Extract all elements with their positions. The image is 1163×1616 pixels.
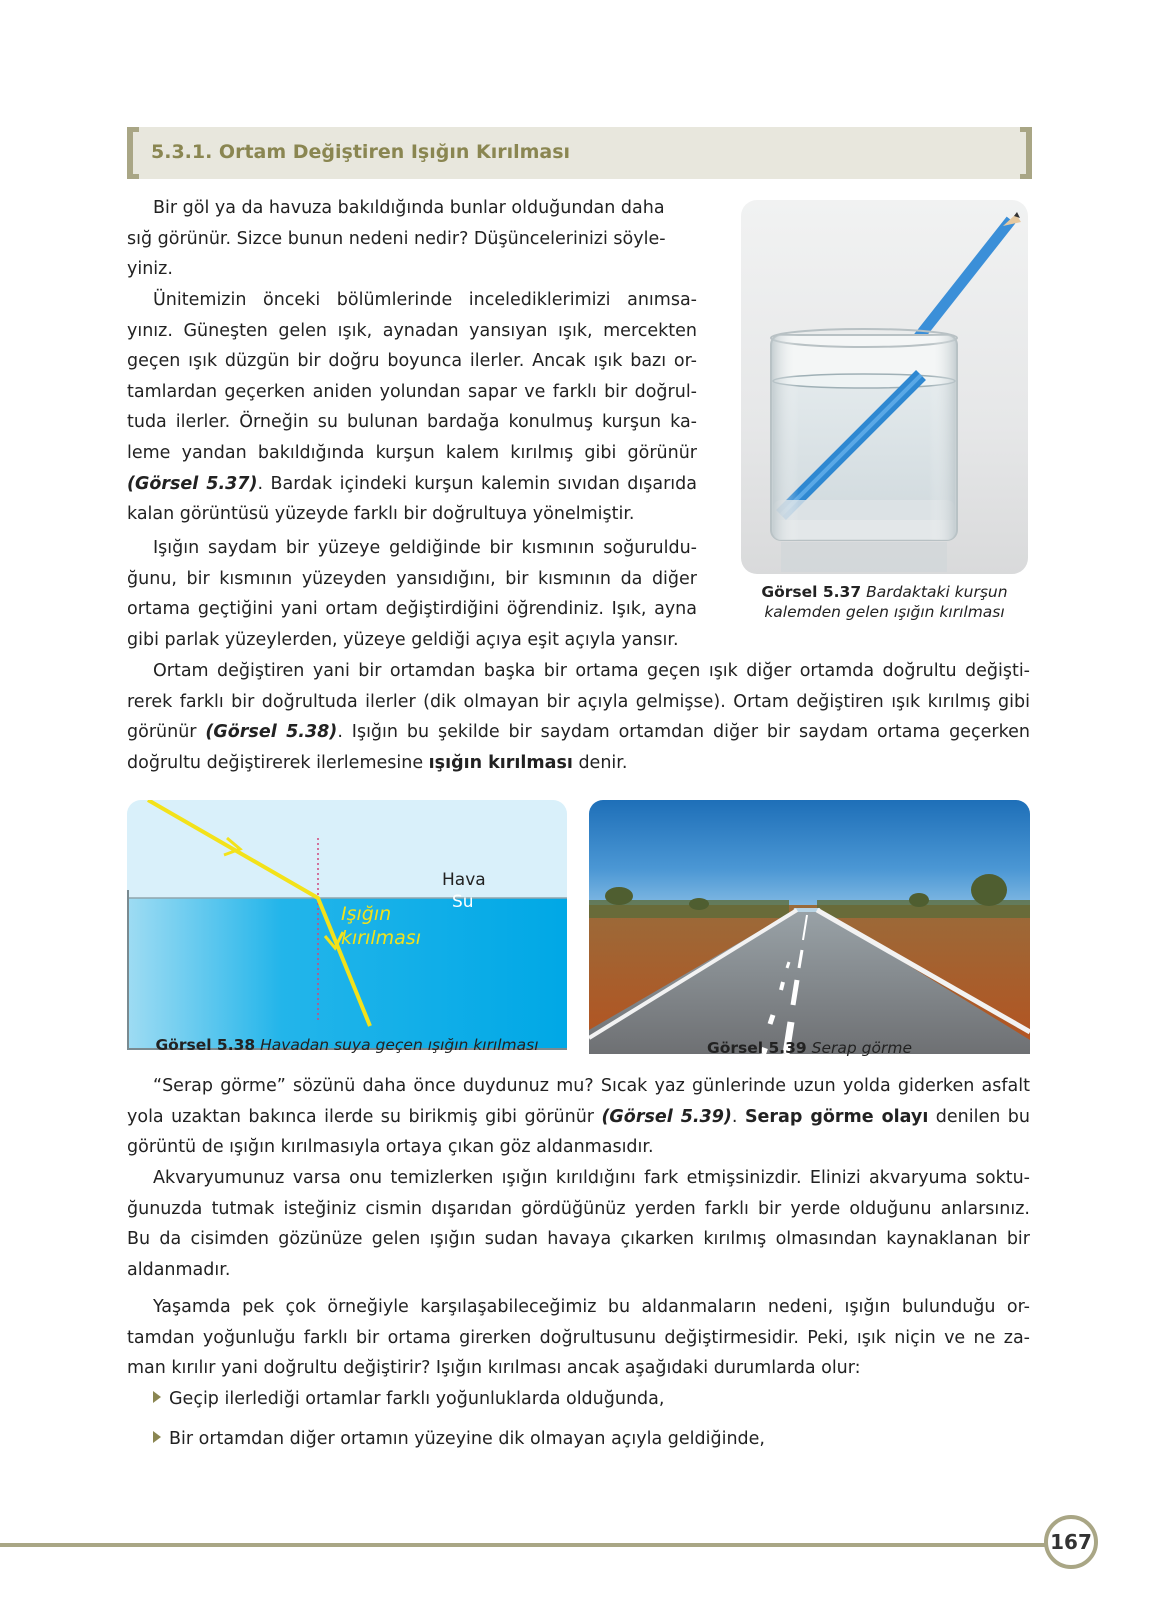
figure-538-caption <box>127 1035 567 1055</box>
refraction-label <box>341 902 421 950</box>
caption-text: Bardaktaki kurşun <box>866 583 1008 601</box>
text-line: rerek farklı bir doğrultuda ilerler (dik olmayan bir açıyla gelmişse). Ortam değiştiren ışık kırılmış gibi <box>127 691 1030 712</box>
text-line: gibi parlak yüzeylerden, yüzeye geldiği açıya eşit açıyla yansır. <box>127 629 679 650</box>
paragraph-straight-light <box>127 285 697 530</box>
page-number: 167 <box>1050 1530 1092 1554</box>
header-bracket-right <box>1020 127 1032 179</box>
figure-537-caption <box>741 582 1028 622</box>
text-line: sığ görünür. Sizce bunun nedeni nedir? Düşüncelerinizi söyle- <box>127 228 666 249</box>
section-title: 5.3.1. Ortam Değiştiren Işığın Kırılması <box>151 141 571 163</box>
paragraph-causes <box>127 1292 1030 1384</box>
caption-text: Havadan suya geçen ışığın kırılması <box>260 1036 539 1054</box>
text-line: leme yandan bakıldığında kurşun kalem kırılmış gibi görünür <box>127 442 697 463</box>
text-line: doğrultu değiştirerek ilerlemesine <box>127 752 429 773</box>
bullet-text: Geçip ilerlediği ortamlar farklı yoğunluklarda olduğunda, <box>169 1389 665 1409</box>
text-line: denir. <box>572 752 628 773</box>
mirage-road-photo <box>589 800 1030 1054</box>
text-line: görüntü de ışığın kırılmasıyla ortaya çıkan göz aldanmasıdır. <box>127 1137 654 1158</box>
figure-label: Görsel 5.39 <box>707 1039 807 1057</box>
paragraph-refraction-definition <box>127 656 1030 778</box>
text-line: ğunuzda tutmak isteğiniz cismin dışarıdan gördüğünüz yerden farklı bir yerde olduğunu anlarsınız. <box>127 1198 1030 1219</box>
text-line: geçen ışık düzgün bir doğru boyunca ilerler. Ancak ışık bazı or- <box>127 351 697 372</box>
figure-reference: (Görsel 5.37) <box>127 473 258 494</box>
footer-rule <box>0 1543 1050 1547</box>
text-line: yiniz. <box>127 259 173 280</box>
refraction-diagram <box>127 800 567 1050</box>
paragraph-mirage <box>127 1071 1030 1163</box>
glass-pencil-illustration <box>741 200 1028 574</box>
text-line: yola uzaktan bakınca ilerde su birikmiş gibi görünür <box>127 1106 602 1127</box>
text-line: Bir göl ya da havuza bakıldığında bunlar olduğundan daha <box>153 198 665 218</box>
page-number-badge <box>1044 1515 1098 1569</box>
text-line: Akvaryumunuz varsa onu temizlerken ışığın kırıldığını fark etmişsinizdir. Elinizi akvaryuma soktu- <box>153 1168 1030 1188</box>
text-line: man kırılır yani doğrultu değiştirir? Işığın kırılması ancak aşağıdaki durumlarda olur: <box>127 1358 861 1379</box>
text-line: tuda ilerler. Örneğin su bulunan bardağa konulmuş kurşun ka- <box>127 412 697 433</box>
triangle-bullet-icon <box>153 1391 161 1403</box>
header-bracket-left <box>127 127 139 179</box>
glass-pencil-photo <box>741 200 1028 574</box>
figure-reference: (Görsel 5.38) <box>205 722 338 743</box>
text-line: . Bardak içindeki kurşun kalemin sıvıdan dışarıda <box>257 473 697 494</box>
text-line: ğunu, bir kısmının yüzeyden yansıdığını, bir kısmının da diğer <box>127 568 697 589</box>
triangle-bullet-icon <box>153 1431 161 1443</box>
key-term: ışığın kırılması <box>428 752 573 773</box>
text-line: tamdan yoğunluğu farklı bir ortama girerken doğrultusunu değiştirmesidir. Peki, ışık niçin ve ne za- <box>127 1327 1030 1348</box>
text-line: Bu da cisimden gözünüze gelen ışığın sudan havaya çıkarken kırılmış olmasından kaynaklanan bir <box>127 1229 1030 1250</box>
bullet-item <box>153 1424 765 1454</box>
figure-label: Görsel 5.37 <box>761 583 862 601</box>
text-line: Yaşamda pek çok örneğiyle karşılaşabileceğimiz bu aldanmaların nedeni, ışığın bulunduğu or- <box>153 1297 1030 1317</box>
key-term: Serap görme olayı <box>744 1106 929 1127</box>
figure-539-caption <box>589 1038 1030 1058</box>
text-line: kalan görüntüsü yüzeyde farklı bir doğrultuya yönelmiştir. <box>127 504 635 525</box>
figure-label: Görsel 5.38 <box>155 1036 256 1054</box>
text-line: . <box>731 1106 745 1127</box>
refraction-label-line: kırılması <box>341 927 421 949</box>
air-label: Hava <box>442 870 486 890</box>
text-line: . Işığın bu şekilde bir saydam ortamdan diğer bir saydam ortama geçerken <box>337 722 1030 743</box>
text-line: yınız. Güneşten gelen ışık, aynadan yansıyan ışık, mercekten <box>127 320 697 341</box>
paragraph-aquarium <box>127 1163 1030 1285</box>
bullet-item <box>153 1384 664 1414</box>
text-line: Ortam değiştiren yani bir ortamdan başka bir ortama geçen ışık diğer ortamda doğrultu değişti- <box>153 661 1030 681</box>
section-header <box>127 127 1032 179</box>
text-line: “Serap görme” sözünü daha önce duydunuz mu? Sıcak yaz günlerinde uzun yolda giderken asfalt <box>153 1076 1030 1096</box>
road-illustration <box>589 800 1030 1054</box>
refraction-label-line: Işığın <box>341 903 392 925</box>
text-line: Işığın saydam bir yüzeye geldiğinde bir kısmının soğuruldu- <box>153 538 697 558</box>
text-line: ortama geçtiğini yani ortam değiştirdiğini öğrendiniz. Işık, ayna <box>127 599 697 620</box>
caption-text: Serap görme <box>811 1039 912 1057</box>
bullet-text: Bir ortamdan diğer ortamın yüzeyine dik olmayan açıyla geldiğinde, <box>169 1429 765 1449</box>
air-region <box>127 800 567 898</box>
caption-text: kalemden gelen ışığın kırılması <box>764 603 1005 621</box>
text-line: aldanmadır. <box>127 1259 231 1280</box>
text-line: tamlardan geçerken aniden yolundan sapar ve farklı bir doğrul- <box>127 381 697 402</box>
figure-reference: (Görsel 5.39) <box>601 1106 732 1127</box>
paragraph-absorption <box>127 533 697 655</box>
paragraph-intro <box>127 193 697 285</box>
water-label: Su <box>452 892 474 912</box>
text-line: görünür <box>127 722 206 743</box>
text-line: Ünitemizin önceki bölümlerinde incelediklerimizi anımsa- <box>153 290 697 310</box>
text-line: denilen bu <box>928 1106 1030 1127</box>
